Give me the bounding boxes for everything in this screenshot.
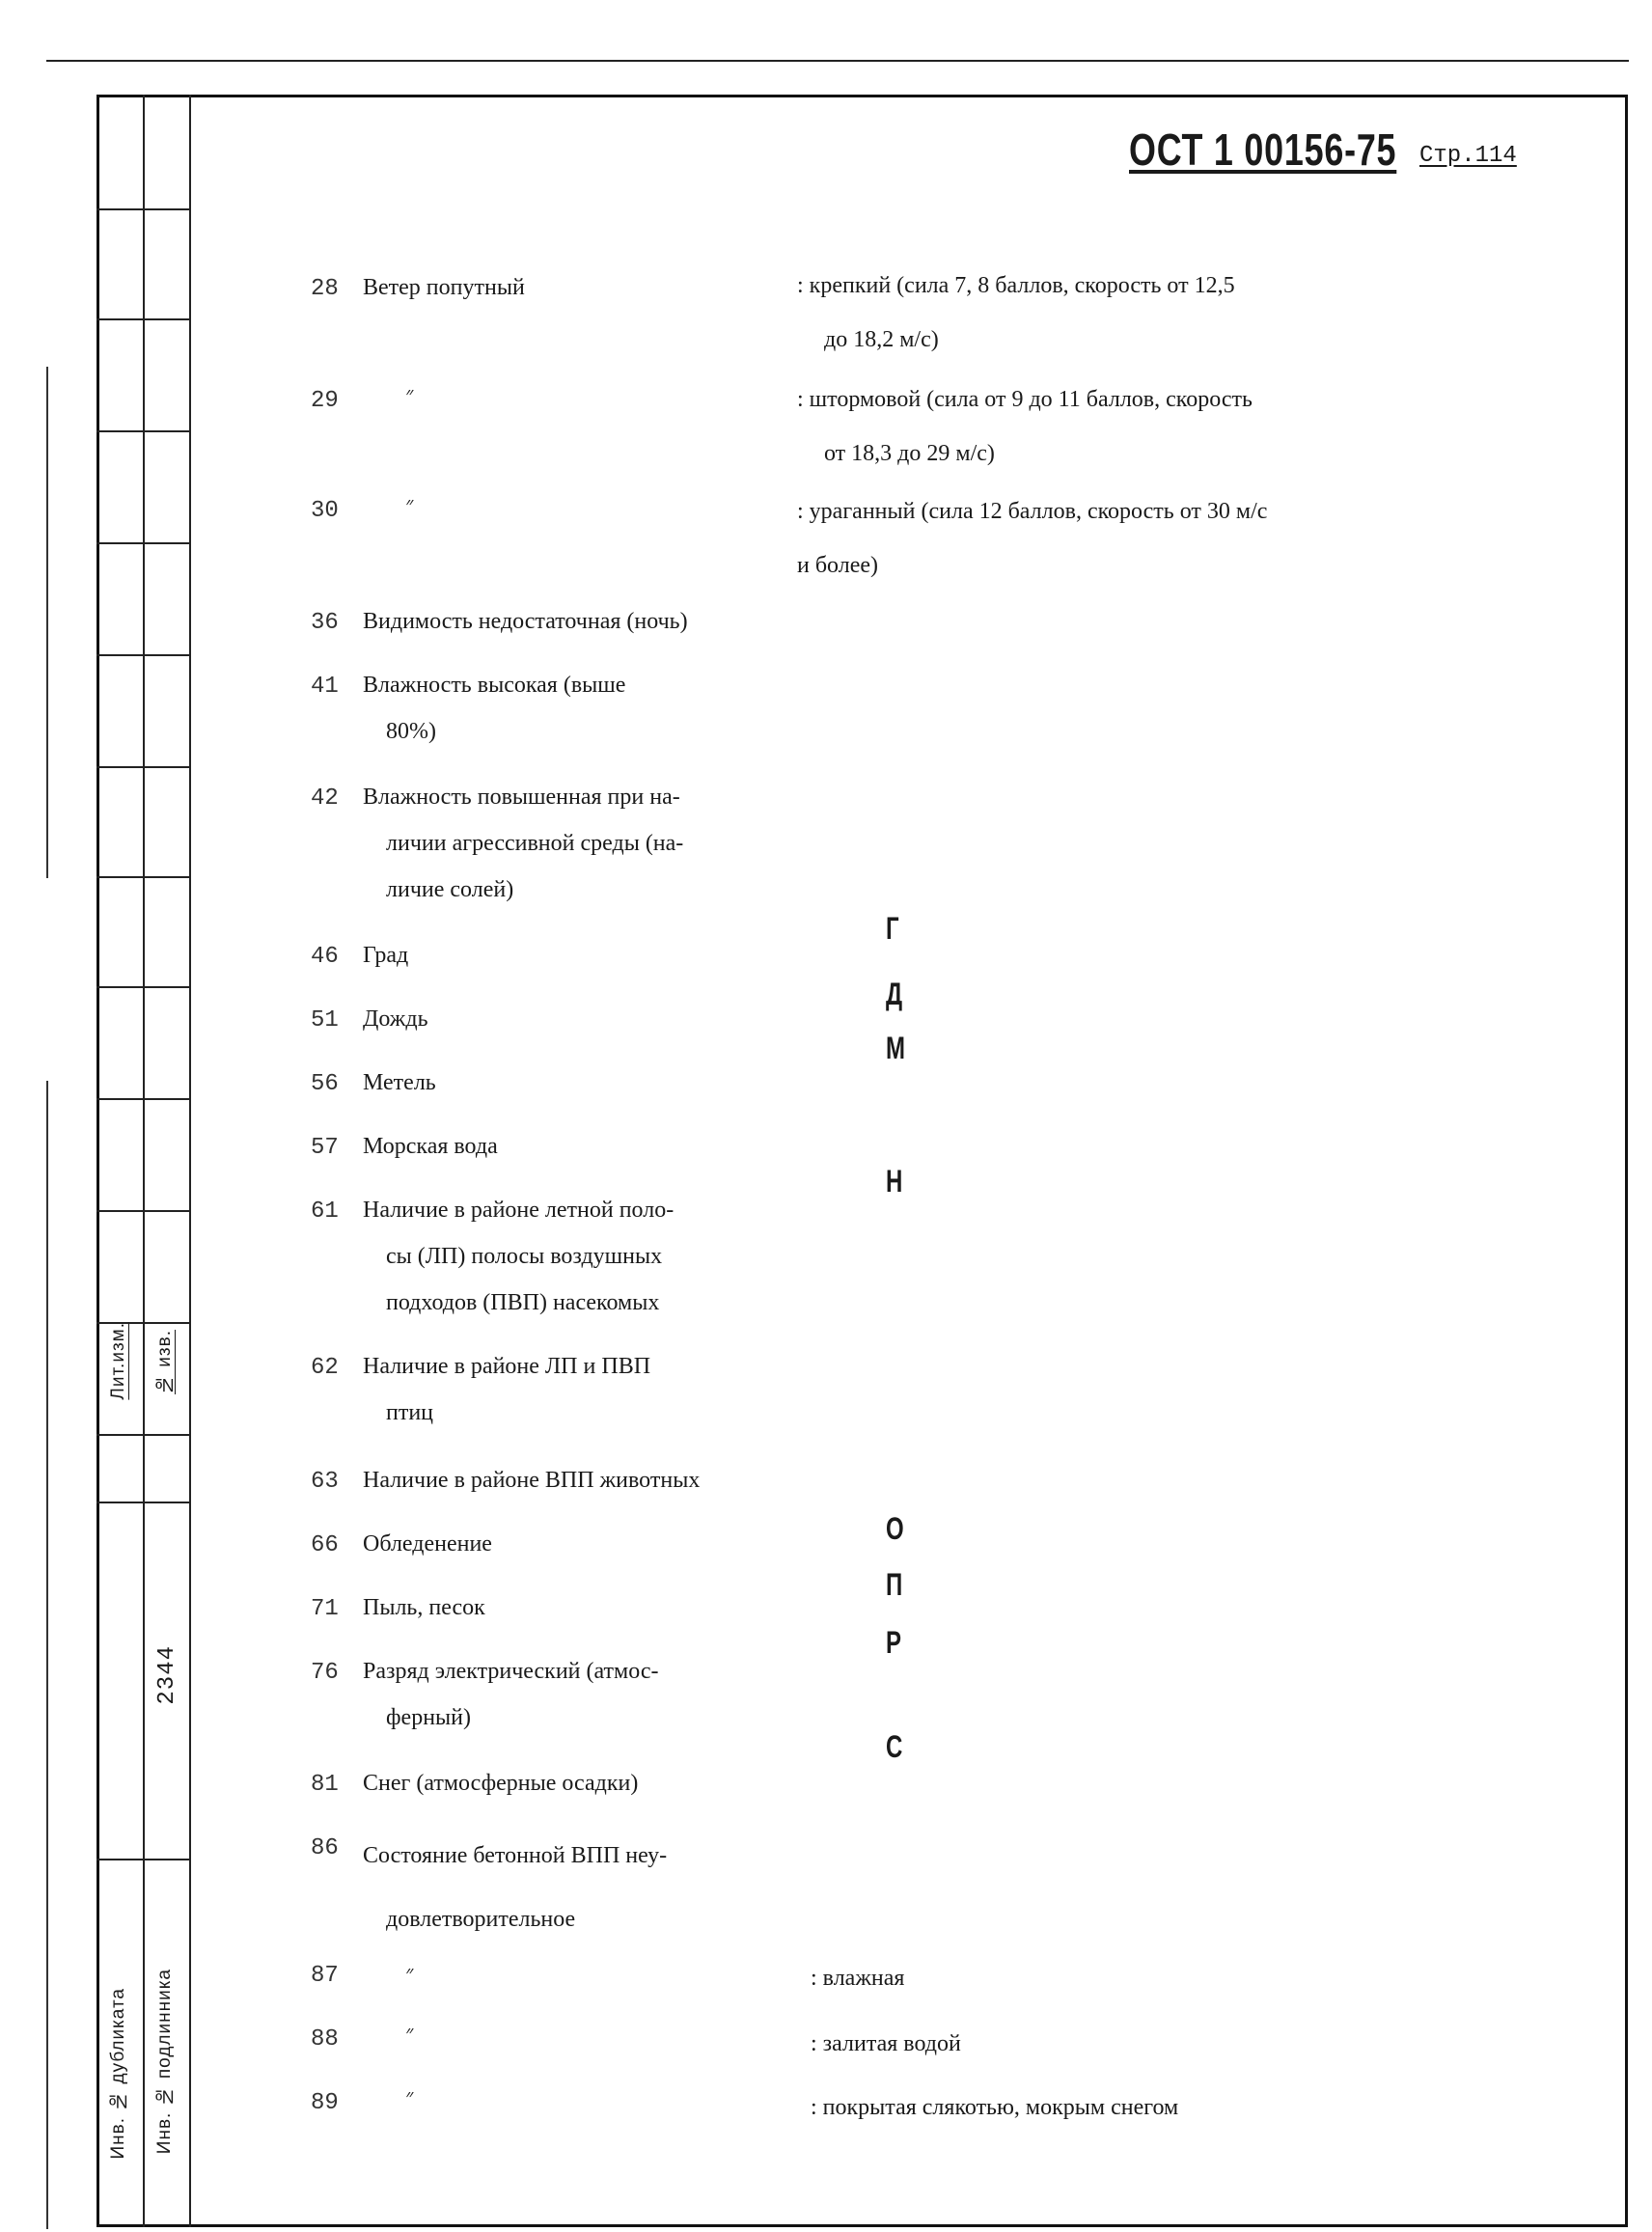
entry-text [363,932,408,978]
entry-line: Видимость недостаточная (ночь) [363,609,688,634]
entry-line: Наличие в районе ЛП и ПВП [363,1354,651,1379]
entry-number: 57 [311,1135,339,1161]
inv-podlinnika-label: Инв. № подлинника [154,1969,175,2155]
entry-line: Метель [363,1070,436,1095]
stamp-column-line-2 [189,95,191,2227]
value-line: от 18,3 до 29 м/с) [824,441,995,466]
value-line: ураганный (сила 12 баллов, скорость от 30 м/с [809,499,1268,524]
value-colon: : [811,2031,823,2056]
entry-number: 56 [311,1071,339,1097]
entry-line: Град [363,943,409,968]
entry-value [811,2080,1178,2135]
entry-text [363,1521,492,1567]
entry-number: 61 [311,1199,339,1225]
entry-line: 80%) [386,719,436,744]
ditto-mark: ״ [405,382,414,406]
ditto-mark: ״ [405,1961,414,1985]
category-letter: Н [886,1164,903,1199]
value-line: залитая водой [822,2031,961,2056]
standard-number: ОСТ 1 00156-75 [1129,124,1397,175]
entry-text [363,1343,650,1436]
entry-line: Пыль, песок [363,1595,485,1620]
no-izv-label: № изв. [154,1330,175,1394]
category-letter: П [886,1567,903,1602]
binding-line-upper [46,367,48,878]
category-letter: Д [886,977,903,1011]
entry-number: 76 [311,1660,339,1686]
entry-number: 89 [311,2090,339,2116]
category-letter: О [886,1511,904,1546]
entry-text [363,1060,436,1106]
value-line: покрытая слякотью, мокрым снегом [822,2095,1179,2120]
entry-number: 51 [311,1007,339,1033]
ditto-mark: ״ [405,492,414,516]
entry-value [811,2017,961,2071]
entry-line: Ветер попутный [363,275,525,300]
entry-text [363,1457,700,1503]
page-header [1129,124,1517,176]
page-number: Стр.114 [1419,143,1517,169]
entry-text [363,1824,667,1951]
entry-line: Обледенение [363,1531,492,1557]
entry-line: довлетворительное [386,1907,576,1932]
entry-line: ферный) [386,1705,472,1730]
value-colon: : [797,499,810,524]
category-letter: С [886,1729,903,1764]
entry-text [363,1584,485,1631]
entry-number: 29 [311,388,339,414]
value-colon: : [811,2095,823,2120]
document-number: 2344 [154,1645,180,1705]
entry-number: 42 [311,785,339,812]
entry-value [797,484,1267,592]
inv-dublikata-label: Инв. № дубликата [108,1988,128,2160]
entry-text [363,1187,674,1326]
entry-text [363,1123,498,1170]
entry-number: 88 [311,2026,339,2053]
entry-line: птиц [386,1400,434,1425]
value-line: влажная [822,1966,905,1991]
entry-value [797,259,1235,367]
entry-line: Снег (атмосферные осадки) [363,1771,639,1796]
entry-text [363,1760,638,1806]
category-letter: М [886,1031,905,1065]
value-colon: : [797,273,810,298]
entry-line: Морская вода [363,1134,498,1159]
entry-number: 28 [311,276,339,302]
value-line: до 18,2 м/с) [824,327,939,352]
entry-text [363,774,683,913]
entry-line: сы (ЛП) полосы воздушных [386,1244,663,1269]
value-line: и более) [797,553,879,578]
entry-value [811,1951,904,2005]
entry-number: 46 [311,944,339,970]
ditto-mark: ״ [405,2084,414,2108]
entry-number: 36 [311,610,339,636]
entry-line: Влажность высокая (выше [363,673,626,698]
entry-line: подходов (ПВП) насекомых [386,1290,660,1315]
top-edge-line [46,60,1629,62]
entry-text [363,1648,658,1741]
entry-text [363,662,625,755]
value-line: крепкий (сила 7, 8 баллов, скорость от 12,5 [809,273,1235,298]
entry-number: 30 [311,498,339,524]
entry-number: 41 [311,674,339,700]
entry-number: 81 [311,1772,339,1798]
entry-line: личие солей) [386,877,514,902]
entry-line: Наличие в районе летной поло- [363,1198,675,1223]
entry-number: 66 [311,1532,339,1558]
entry-text [363,996,428,1042]
entry-value [797,372,1253,481]
entry-number: 87 [311,1963,339,1989]
stamp-column-line-1 [143,95,145,2227]
lit-izm-label: Лит.изм. [108,1322,128,1400]
entry-number: 71 [311,1596,339,1622]
category-letter: Г [886,911,899,946]
value-line: штормовой (сила от 9 до 11 баллов, скорость [809,387,1253,412]
entry-number: 86 [311,1835,339,1861]
entry-number: 63 [311,1469,339,1495]
entry-line: Наличие в районе ВПП животных [363,1468,701,1493]
ditto-mark: ״ [405,2021,414,2045]
entry-text [363,264,525,311]
value-colon: : [811,1966,823,1991]
entry-line: Состояние бетонной ВПП неу- [363,1843,668,1868]
entry-text [363,598,688,645]
entry-line: Разряд электрический (атмос- [363,1659,659,1684]
entry-number: 62 [311,1355,339,1381]
entry-line: личии агрессивной среды (на- [386,831,684,856]
entry-line: Дождь [363,1006,428,1032]
category-letter: Р [886,1625,902,1660]
binding-line-lower [46,1081,48,2229]
value-colon: : [797,387,810,412]
entry-line: Влажность повышенная при на- [363,785,680,810]
